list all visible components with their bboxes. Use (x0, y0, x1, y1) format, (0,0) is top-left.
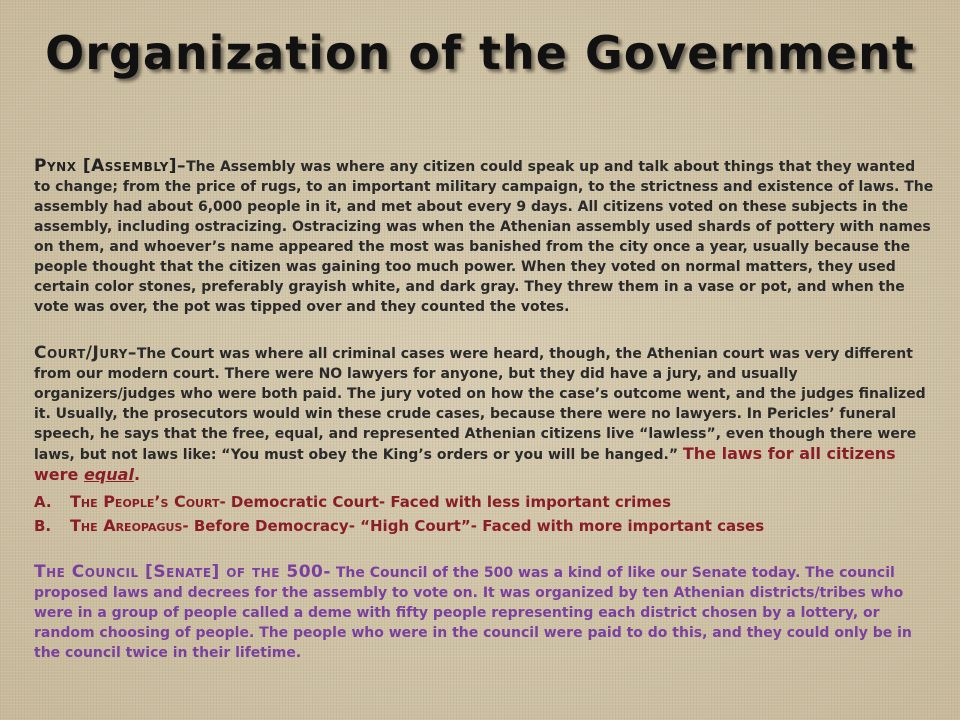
court-text: The Court was where all criminal cases were heard, though, the Athenian court was very different from our modern court. There were NO lawyers for anyone, but they did have a jury, and usually organizers/judges who were both paid. The jury voted on how the case’s outcome went, and the judges finalized it. Usually, the prosecutors would win these crude cases, because there were no lawyers. In Pericles’ funeral speech, he says that the free, equal, and represented Athenian citizens live “lawless”, even though there were laws, but not laws like: “You must obey the King’s orders or you will be hanged.” (34, 346, 926, 463)
court-emphasis-prefix: The laws for all citizens were (34, 444, 896, 484)
list-item-name: The People’s Court (70, 492, 220, 511)
slide-title: Organization of the Government (45, 26, 915, 80)
list-item-name: The Areopagus (70, 516, 183, 535)
council-text: The Council of the 500 was a kind of like our Senate today. The council proposed laws and decrees for the assembly to vote on. It was organized by ten Athenian districts/tribes who were in a group of people called a deme with fifty people representing each district chosen by a lottery, or random choosing of people. The people who were in the council were paid to do this, and they could only be in the council twice in their lifetime. (34, 565, 912, 661)
court-list-item (34, 516, 934, 536)
council-paragraph (34, 562, 934, 663)
court-emphasis-suffix: . (133, 465, 141, 484)
pynx-paragraph (34, 156, 934, 317)
court-emphasis-word: equal (83, 465, 134, 484)
list-item-desc: - Before Democracy- “High Court”- Faced with more important cases (182, 517, 765, 535)
pynx-text: The Assembly was where any citizen could speak up and talk about things that they wanted to change; from the price of rugs, to an important military campaign, to the strictness and existence of laws. The assembly had about 6,000 people in it, and met about every 9 days. All citizens voted on these subjects in the assembly, including ostracizing. Ostracizing was when the Athenian assembly used shards of pottery with names on them, and whoever’s name appeared the most was banished from the city once a year, usually because the people thought that the citizen was gaining too much power. When they voted on normal matters, they used certain color stones, preferably grayish white, and dark gray. They threw them in a vase or pot, and when the vote was over, the pot was tipped over and they counted the votes. (34, 159, 934, 315)
list-letter: B. (34, 517, 52, 535)
court-list-item (34, 492, 934, 512)
pynx-heading: Pynx [Assembly]– (34, 156, 187, 176)
court-list (34, 492, 934, 536)
court-paragraph (34, 343, 934, 486)
court-heading: Court/Jury– (34, 343, 137, 363)
list-item-desc: - Democratic Court- Faced with less important crimes (219, 493, 672, 511)
list-letter: A. (34, 493, 52, 511)
council-heading: The Council [Senate] of the 500- (34, 562, 331, 582)
slide-body (34, 156, 934, 663)
